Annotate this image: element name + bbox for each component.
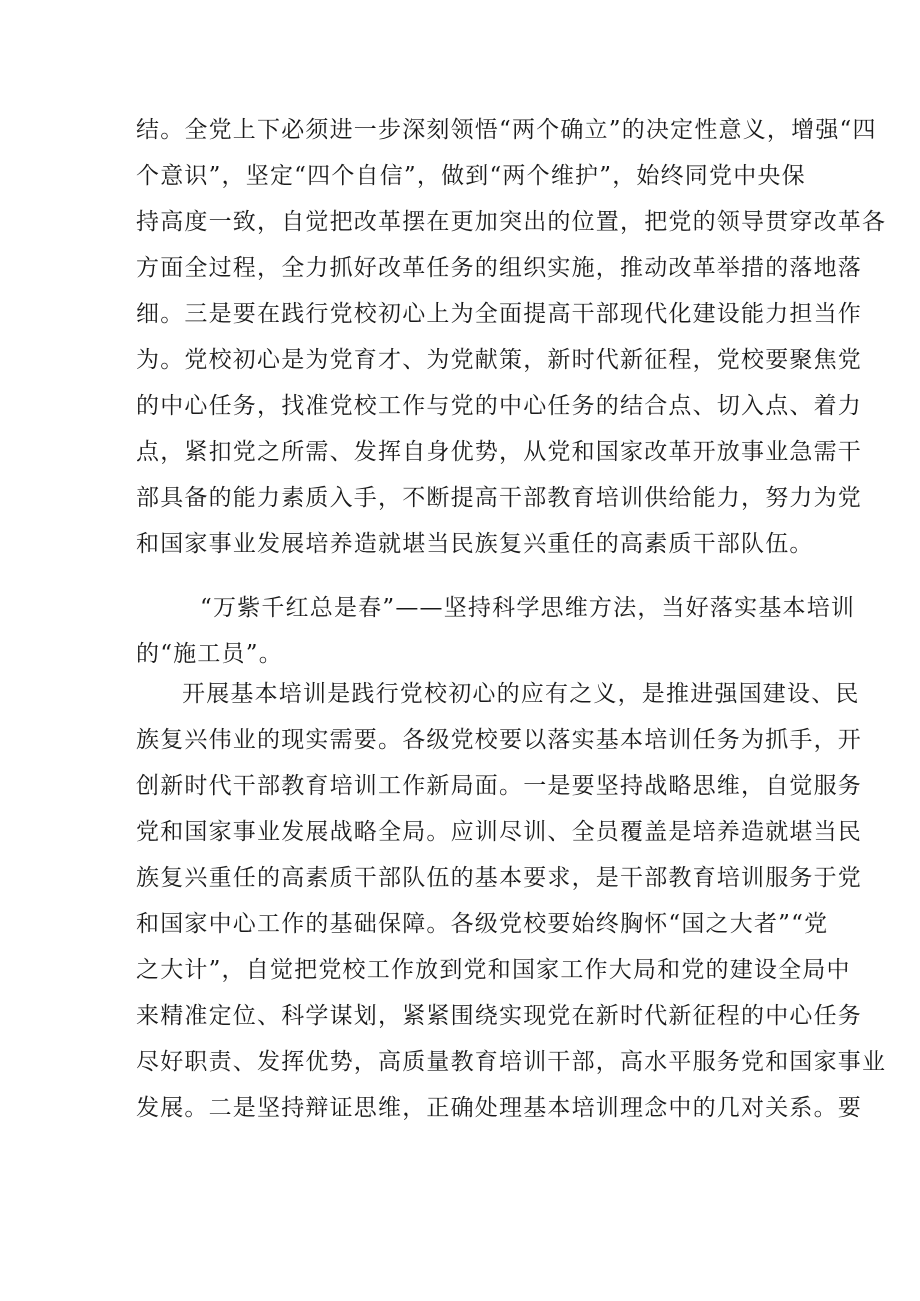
text-line: 的中心任务，找准党校工作与党的中心任务的结合点、切入点、着力	[136, 393, 862, 419]
text-line: 开展基本培训是践行党校初心的应有之义，是推进强国建设、民	[182, 681, 860, 707]
text-line: 党和国家事业发展战略全局。应训尽训、全员覆盖是培养造就堪当民	[136, 819, 862, 845]
text-line: 方面全过程，全力抓好改革任务的组织实施，推动改革举措的落地落	[136, 255, 862, 281]
text-line: 和国家事业发展培养造就堪当民族复兴重任的高素质干部队伍。	[136, 531, 814, 557]
text-line: 部具备的能力素质入手，不断提高干部教育培训供给能力，努力为党	[136, 485, 862, 511]
text-line: 来精准定位、科学谋划，紧紧围绕实现党在新时代新征程的中心任务	[136, 1003, 862, 1029]
text-line: 族复兴重任的高素质干部队伍的基本要求，是干部教育培训服务于党	[136, 865, 862, 891]
section-heading	[136, 585, 856, 677]
text-line: 为。党校初心是为党育才、为党献策，新时代新征程，党校要聚焦党	[136, 347, 862, 373]
paragraph-basic-training	[136, 671, 887, 1131]
text-line: 细。三是要在践行党校初心上为全面提高干部现代化建设能力担当作	[136, 301, 862, 327]
paragraph-party-school-mission	[136, 107, 887, 567]
text-line: 持高度一致，自觉把改革摆在更加突出的位置，把党的领导贯穿改革各	[136, 209, 887, 235]
text-line: 发展。二是坚持辩证思维，正确处理基本培训理念中的几对关系。要	[136, 1095, 862, 1121]
heading-line: 的“施工员”。	[136, 641, 283, 667]
text-line: 点，紧扣党之所需、发挥自身优势，从党和国家改革开放事业急需干	[136, 439, 862, 465]
text-line: 族复兴伟业的现实需要。各级党校要以落实基本培训任务为抓手，开	[136, 727, 862, 753]
text-line: 尽好职责、发挥优势，高质量教育培训干部，高水平服务党和国家事业	[136, 1049, 887, 1075]
text-line: 结。全党上下必须进一步深刻领悟“两个确立”的决定性意义，增强“四	[136, 117, 877, 143]
text-line: 之大计”，自觉把党校工作放到党和国家工作大局和党的建设全局中	[136, 957, 851, 983]
heading-line: “万紫千红总是春”——坚持科学思维方法，当好落实基本培训	[200, 595, 856, 621]
text-line: 创新时代干部教育培训工作新局面。一是要坚持战略思维，自觉服务	[136, 773, 862, 799]
text-line: 个意识”，坚定“四个自信”，做到“两个维护”，始终同党中央保	[136, 163, 806, 189]
text-line: 和国家中心工作的基础保障。各级党校要始终胸怀“国之大者”“党	[136, 911, 829, 937]
